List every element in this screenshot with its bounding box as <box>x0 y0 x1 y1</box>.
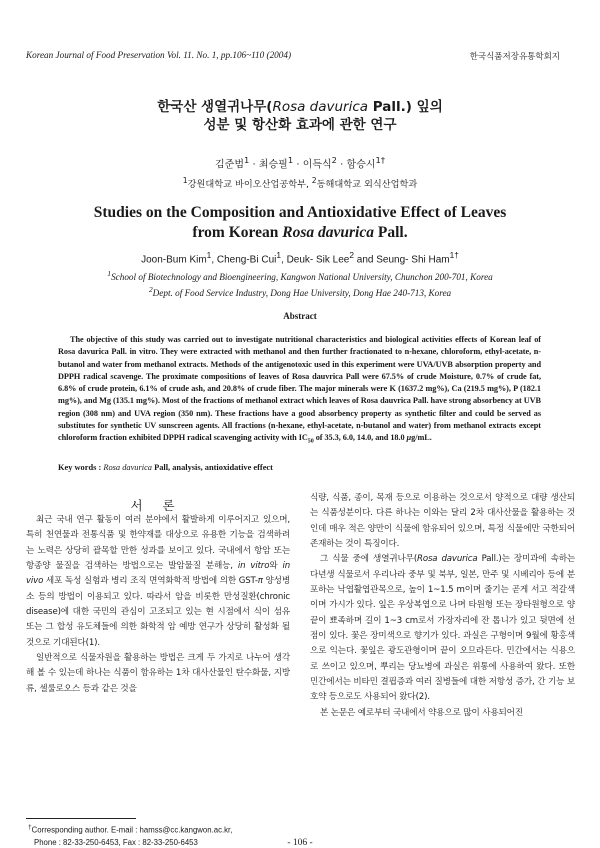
korean-title <box>0 98 600 134</box>
english-aff-2-mark: 2 <box>148 284 153 294</box>
running-header-journal: Korean Journal of Food Preservation Vol. 11. No. 1, pp.106~110 (2004) <box>26 50 292 60</box>
author-separator: · <box>293 159 303 171</box>
footnote-mark: † <box>28 824 32 831</box>
korean-author-2-mark: 1 <box>287 155 294 165</box>
english-affiliations <box>0 268 600 299</box>
english-title-line2-post: Pall. <box>373 224 408 241</box>
korean-authors <box>0 155 600 170</box>
english-author-1-mark: 1 <box>206 250 212 260</box>
keywords-label: Key words : <box>58 463 104 472</box>
intro-p3-pre: 그 식물 중에 생열귀나무( <box>320 554 418 565</box>
author-separator: , <box>281 254 287 266</box>
intro-p1-post: 세포 독성 실험과 병리 조직 면역화학적 방법에 의한 GST- <box>43 576 258 587</box>
abstract-unit: g/mL. <box>411 433 432 442</box>
intro-p1-mid: 와 <box>269 561 283 572</box>
intro-p1-invitro: in vitro <box>237 561 270 572</box>
korean-author-4: 함승시 <box>346 159 376 171</box>
korean-title-line2: 성분 및 항산화 효과에 관한 연구 <box>203 117 397 133</box>
korean-author-3: 이득식 <box>302 159 332 171</box>
intro-p1-pi: π <box>257 576 263 587</box>
korean-title-species: Rosa davurica <box>272 99 369 115</box>
intro-p1-invivo: in vivo <box>26 561 291 587</box>
english-aff-1: School of Biotechnology and Bioengineering, Kangwon National University, Chunchon 200-701, Korea <box>111 272 493 283</box>
author-separator: · <box>336 159 347 171</box>
footnote-rule <box>26 818 136 819</box>
abstract-body <box>58 334 541 448</box>
english-authors <box>0 250 600 265</box>
intro-p1-text: 최근 국내 연구 활동이 여러 분야에서 활발하게 이루어지고 있으며, 특히 천연물과 전통식품 및 한약재를 대상으로 유용한 기능을 검색하려는 노력은 상당히 괄목할 만한 성과를 보이고 있다. 국내에서 항암 또는 항종양 물질을 검색하는 방법으로는 발암물질 분해능, <box>26 515 290 572</box>
korean-aff-1: 강원대학교 바이오산업공학부, <box>187 179 312 191</box>
english-author-3: Deuk- Sik Lee <box>286 254 350 266</box>
abstract-unit-mu: μ <box>406 433 412 442</box>
english-title-species: Rosa davurica <box>282 224 374 241</box>
keywords <box>58 463 273 472</box>
english-title <box>0 203 600 243</box>
abstract-heading: Abstract <box>283 311 317 321</box>
abstract-ic-subscript: 50 <box>307 438 314 445</box>
english-author-2: Cheng-Bi Cui <box>216 254 277 266</box>
abstract-text: The objective of this study was carried out to investigate nutritional characteristics and biological activities effects of Korean leaf of Rosa davurica Pall. in vitro. They were extracted with methanol and then further fractionated to n-hexane, chloroform, ethyl-acetate, n-butanol and water from methanol extracts. Methods of the antigenotoxic used in this experiment were UVA/UVB absorption property and DPPH radical scavenge. The proximate compositions of leaves of Rosa dauvrica Pall were 67.5% of crude Moisture, 0.7% of crude fat, 6.8% of crude protein, 6.1% of crude ash, and 20.8% of crude fiber. The major minerals were K (1637.2 mg%), Ca (219.5 mg%), P (182.1 mg%), and Mg (135.1 mg%). Most of the fractions of methanol extract which leaves of Rosa dauvrica Pall. have strong absorbency at UVB region (308 nm) and UVA region (350 nm). These fractions have a good absorbency property as synthetic filter and could be served as substitutes for synthetic UV sunscreen agents. All fractions (n-hexane, ethyl-acetate, n-butanol and water) from methanol extracts except chloroform fraction exhibited DPPH radical scavenging activity with IC <box>58 335 541 442</box>
korean-author-2: 최승필 <box>258 159 288 171</box>
intro-paragraph-2: 일반적으로 식물자원을 활용하는 방법은 크게 두 가지로 나누어 생각해 볼 수 있는데 하나는 식품이 함유하는 1차 대사산물인 탄수화물, 지방류, 셀룰로오스 등과 같은 것을 <box>26 653 290 694</box>
intro-paragraph-3 <box>310 552 575 705</box>
korean-aff-2: 동해대학교 외식산업학과 <box>316 179 418 191</box>
intro-p3-text: Pall.)는 장미과에 속하는 다년생 식물로서 우리나라 중부 및 북부, 일본, 만주 및 시베리아 등에 분포하는 낙엽활엽관목으로, 높이 1~1.5 m이며 줄기는 곧게 서고 적갈색이며 가시가 있다. 잎은 우상복엽으로 나며 타원형 또는 장타원형으로 양끝이 뾰족하며 길이 1~3 cm로서 가장자리에 잔 톱니가 있고 뒷면에 선점이 있다. 꽃은 장미색으로 향기가 있다. 과실은 구형이며 9월에 황홍색으로 익는다. 꽃잎은 광도관형이며 끝이 오므라든다. 민간에서는 식용으로 쓰이고 있으며, 뿌리는 당뇨병에 과실은 위통에 사용하여 왔다. 또한 민간에서는 비타민 결핍증과 여러 질병들에 대한 저항성 증가, 간 기능 보호약 등으로도 사용되어 왔다(2). <box>310 554 576 703</box>
korean-aff-2-mark: 2 <box>311 176 317 185</box>
keywords-list: Pall, analysis, antioxidative effect <box>151 463 273 472</box>
author-separator: · <box>249 159 259 171</box>
korean-author-3-mark: 2 <box>331 155 337 165</box>
korean-title-line1-pre: 한국산 생열귀나무( <box>157 99 273 115</box>
english-author-1: Joon-Bum Kim <box>141 254 207 266</box>
korean-author-1: 김준범 <box>215 159 244 171</box>
english-aff-1-mark: 1 <box>107 269 112 278</box>
intro-paragraph-1 <box>26 513 290 651</box>
intro-p3-species: Rosa davurica <box>417 554 478 565</box>
intro-paragraph-4: 본 논문은 예로부터 국내에서 약용으로 많이 사용되어진 <box>320 707 523 718</box>
running-header-society: 한국식품저장유통학회지 <box>469 52 560 62</box>
english-aff-2: Dept. of Food Service Industry, Dong Hae University, Dong Hae 240-713, Korea <box>152 287 452 298</box>
abstract-text-end: of 35.3, 6.0, 14.0, and 18.0 <box>313 433 407 442</box>
korean-author-4-mark: 1† <box>375 155 385 165</box>
korean-author-1-mark: 1 <box>243 155 250 165</box>
intro-left-column <box>26 513 290 697</box>
author-separator: , <box>211 254 217 266</box>
author-and: and <box>354 254 377 266</box>
footnote-email: Corresponding author. E-mail : hamss@cc.kangwon.ac.kr, <box>31 825 233 835</box>
english-author-3-mark: 2 <box>349 250 355 260</box>
english-title-line2-pre: from Korean <box>192 224 283 241</box>
english-author-2-mark: 1 <box>276 250 281 260</box>
english-author-4-mark: 1† <box>449 250 459 260</box>
korean-title-line1-post: Pall.) 잎의 <box>368 99 443 115</box>
korean-affiliations <box>0 176 600 190</box>
english-author-4: Seung- Shi Ham <box>376 254 450 266</box>
intro-p1-end: 양성병소 등의 방법이 이용되고 있다. 따라서 암을 비롯한 만성질환(chronic disease)에 대한 국민의 관심이 고조되고 있는 현 시점에서 식이 섬유 또는 그 합성 유도체들에 의한 화학적 암 예방 연구가 상당히 활성화 될 것으로 기대된다(1). <box>26 576 290 648</box>
korean-aff-1-mark: 1 <box>182 176 188 185</box>
page-number: - 106 - <box>287 838 313 848</box>
section-title-introduction: 서 론 <box>130 498 183 513</box>
english-title-line1: Studies on the Composition and Antioxidative Effect of Leaves <box>93 204 507 221</box>
keywords-species: Rosa davurica <box>103 463 152 472</box>
footnote-phone: Phone : 82-33-250-6453, Fax : 82-33-250-6453 <box>34 837 198 847</box>
intro-paragraph-2-cont: 식량, 식품, 종이, 목재 등으로 이용하는 것으로서 양적으로 대량 생산되는 식품성분이다. 다른 하나는 이와는 달리 2차 대사산물을 활용하는 것인데 매우 적은 양만이 식물에 함유되어 있으며, 특정 식물에만 국한되어 존재하는 것이 특징이다. <box>310 493 575 550</box>
intro-right-column <box>310 491 575 721</box>
